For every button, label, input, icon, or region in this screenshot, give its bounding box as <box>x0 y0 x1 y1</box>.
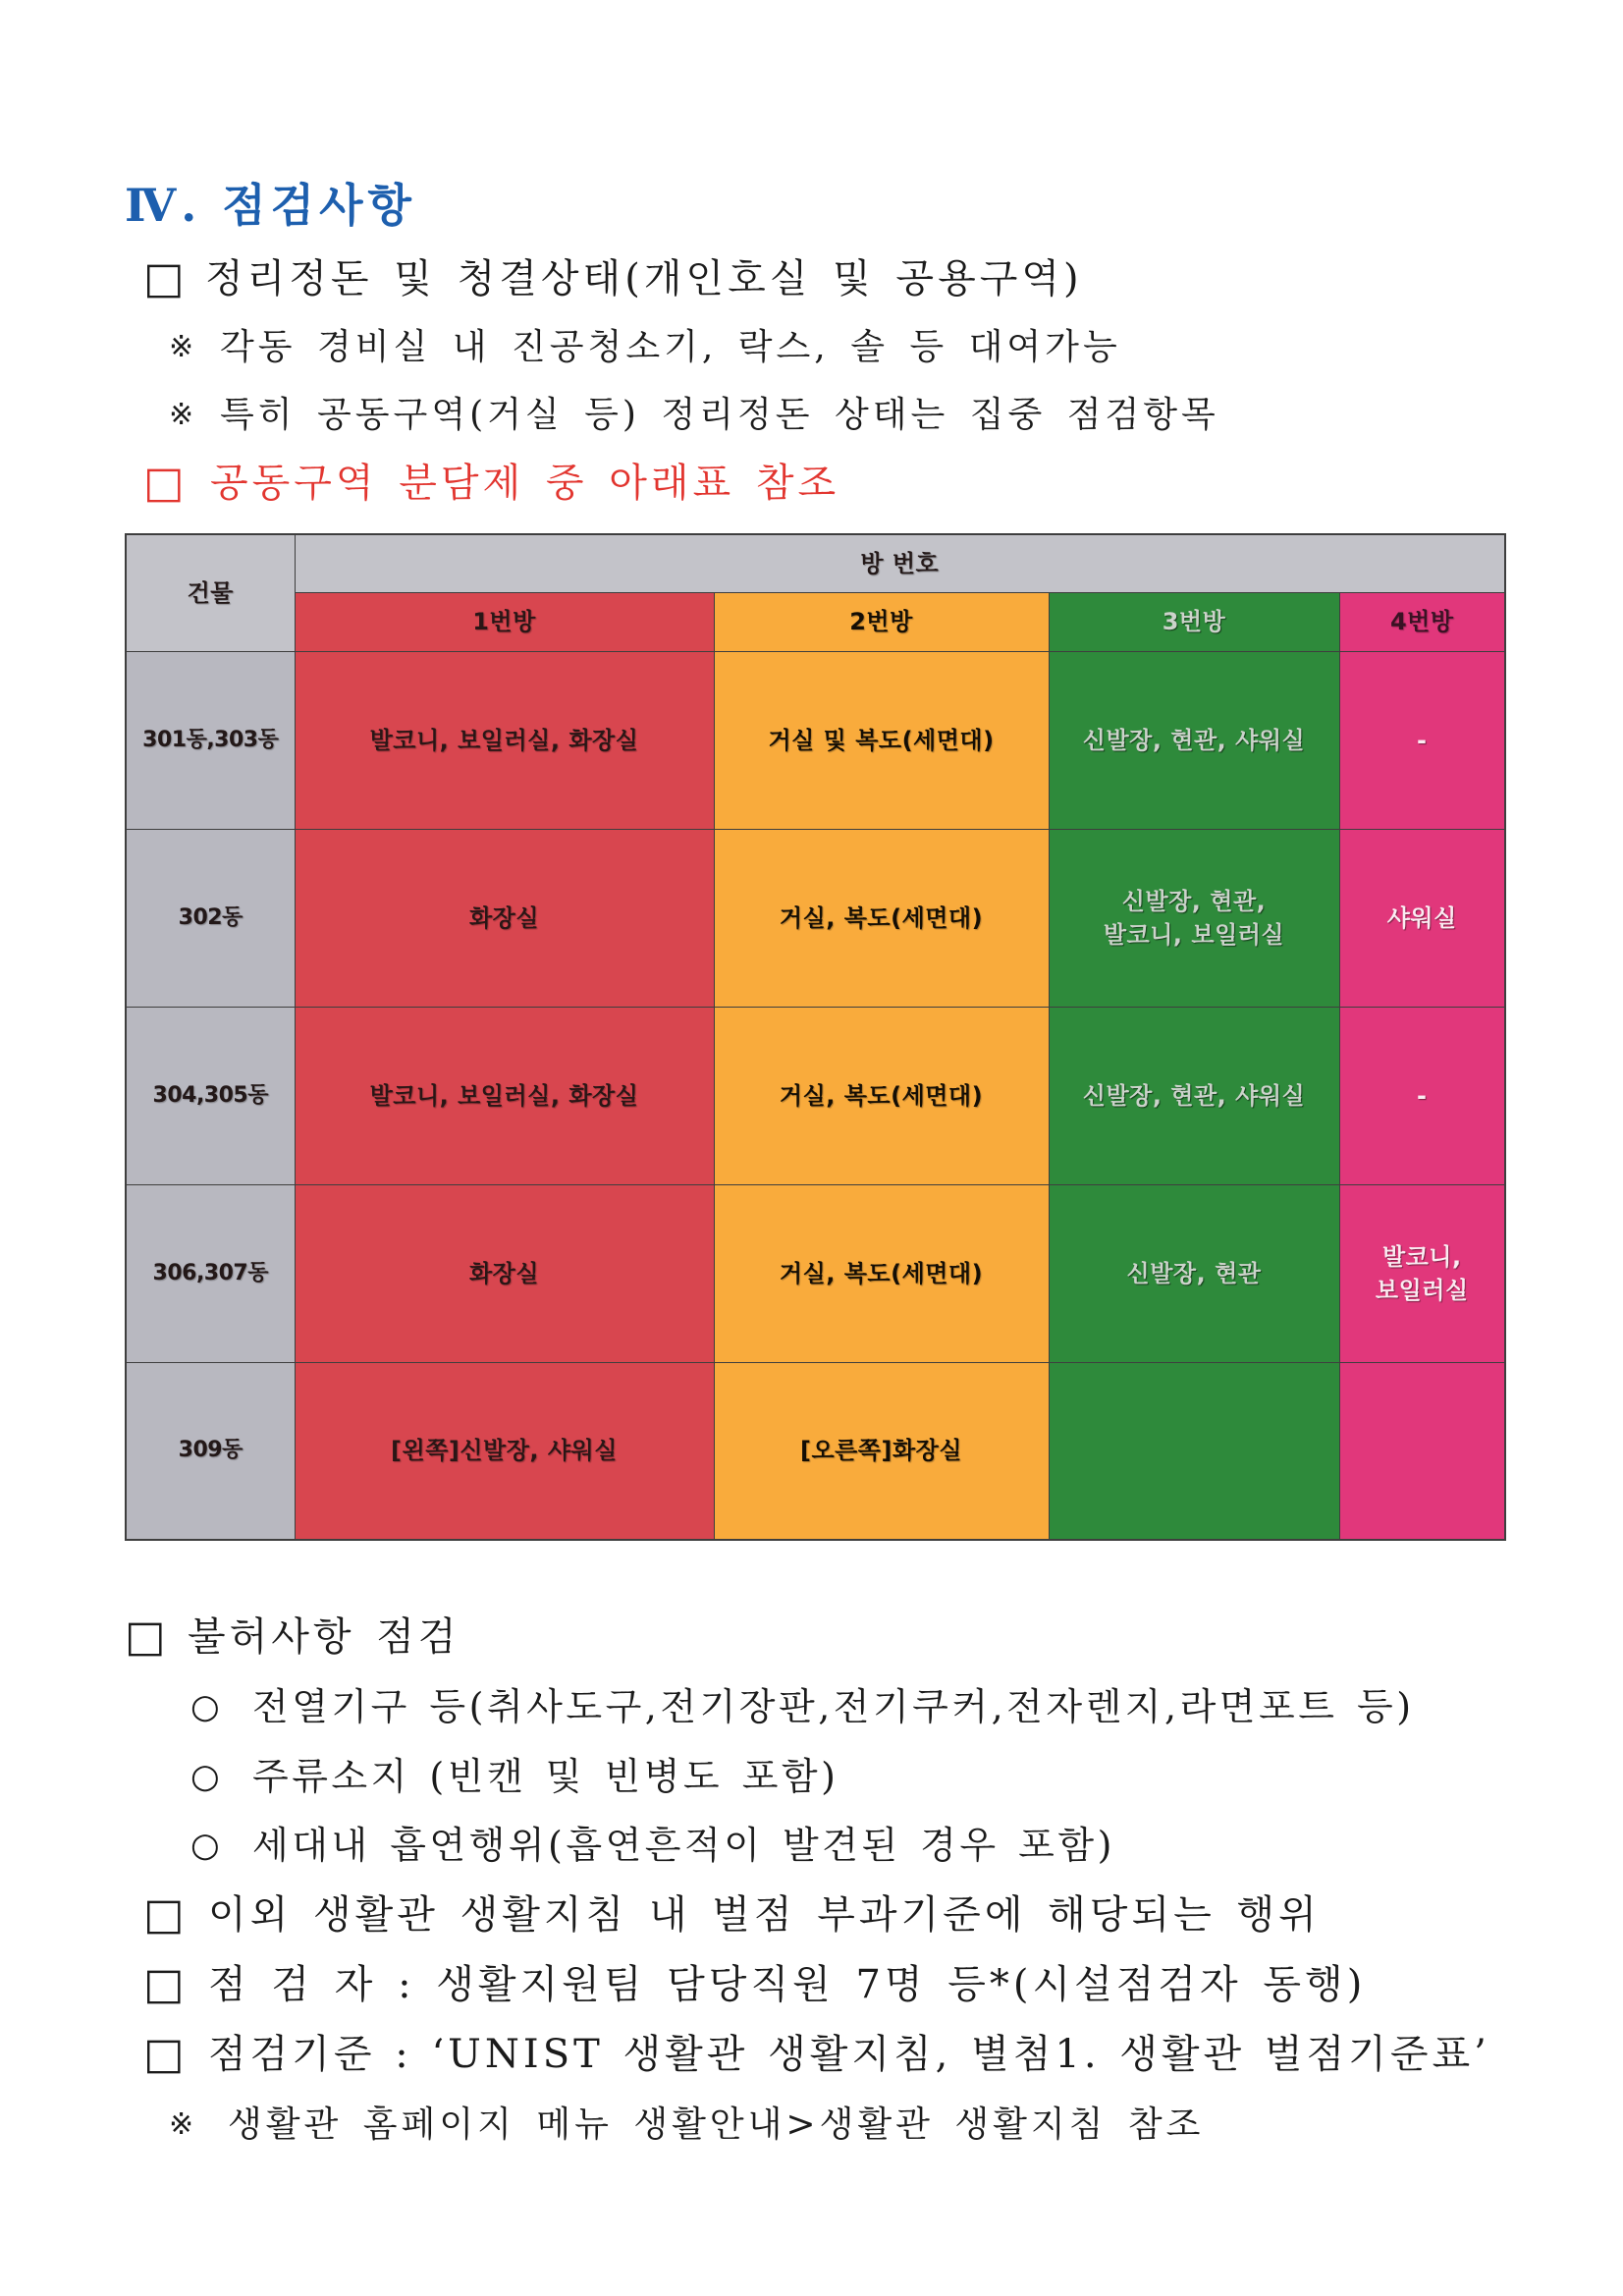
reference-mark-icon: ※ <box>169 2107 194 2142</box>
item-common-area-assignment-text: 공동구역 분담제 중 아래표 참조 <box>210 461 840 506</box>
header-room-number: 방 번호 <box>295 534 1505 592</box>
table-row <box>126 1184 1505 1362</box>
row-5-building: 309동 <box>126 1362 295 1540</box>
checklist-item-cleanliness-text: 정리정돈 및 청결상태(개인호실 및 공용구역) <box>205 256 1083 301</box>
item-prohibited-check <box>125 1610 460 1665</box>
checkbox-bullet-icon: □ <box>143 1889 185 1940</box>
row-1-building: 301동,303동 <box>126 651 295 829</box>
row-3-room-3: 신발장, 현관, 샤워실 <box>1049 1007 1339 1184</box>
row-4-room-2: 거실, 복도(세면대) <box>714 1184 1049 1362</box>
row-4-building: 306,307동 <box>126 1184 295 1362</box>
prohibited-smoking-text: 세대내 흡연행위(흡연흔적이 발견된 경우 포함) <box>252 1824 1115 1867</box>
header-room-3: 3번방 <box>1049 592 1339 651</box>
prohibited-heating-appliances-text: 전열기구 등(취사도구,전기장판,전기쿠커,전자렌지,라면포트 등) <box>252 1685 1415 1728</box>
checkbox-bullet-icon: □ <box>143 2029 185 2079</box>
reference-mark-icon: ※ <box>169 330 194 364</box>
checkbox-bullet-icon: □ <box>143 1959 185 2009</box>
prohibited-alcohol-text: 주류소지 (빈캔 및 빈병도 포함) <box>252 1755 839 1798</box>
item-prohibited-check-text: 불허사항 점검 <box>188 1614 460 1660</box>
note-common-area-focus-text: 특히 공동구역(거실 등) 정리정돈 상태는 집중 점검항목 <box>220 395 1219 435</box>
table-subheader-row <box>126 592 1505 651</box>
table-row <box>126 1362 1505 1540</box>
reference-mark-icon: ※ <box>169 398 194 432</box>
row-5-room-3 <box>1049 1362 1339 1540</box>
section-title: Ⅳ. 점검사항 <box>125 179 416 232</box>
item-inspectors-text: 점 검 자 : 생활지원팀 담당직원 7명 등*(시설점검자 동행) <box>208 1962 1367 2007</box>
row-5-room-4 <box>1339 1362 1505 1540</box>
row-4-room-3: 신발장, 현관 <box>1049 1184 1339 1362</box>
row-4-room-1: 화장실 <box>295 1184 714 1362</box>
table-row <box>126 651 1505 829</box>
row-2-room-2: 거실, 복도(세면대) <box>714 829 1049 1007</box>
row-3-building: 304,305동 <box>126 1007 295 1184</box>
checklist-item-cleanliness <box>143 251 1083 306</box>
checkbox-bullet-icon: □ <box>125 1612 166 1662</box>
row-5-room-1: [왼쪽]신발장, 샤워실 <box>295 1362 714 1540</box>
header-room-1: 1번방 <box>295 592 714 651</box>
row-3-room-4: - <box>1339 1007 1505 1184</box>
header-room-2: 2번방 <box>714 592 1049 651</box>
note-guideline-reference <box>169 2098 1204 2153</box>
row-1-room-2: 거실 및 복도(세면대) <box>714 651 1049 829</box>
row-1-room-1: 발코니, 보일러실, 화장실 <box>295 651 714 829</box>
item-inspection-criteria-text: 점검기준 : ‘UNIST 생활관 생활지침, 별첨1. 생활관 벌점기준표’ <box>208 2032 1490 2077</box>
row-4-room-4: 발코니, 보일러실 <box>1339 1184 1505 1362</box>
item-inspection-criteria <box>143 2027 1490 2082</box>
prohibited-alcohol <box>190 1749 839 1804</box>
checkbox-bullet-icon: □ <box>143 253 185 303</box>
row-1-room-3: 신발장, 현관, 샤워실 <box>1049 651 1339 829</box>
circle-bullet-icon: ○ <box>190 1757 220 1796</box>
item-common-area-assignment <box>143 456 839 511</box>
circle-bullet-icon: ○ <box>190 1687 220 1726</box>
row-1-room-4: - <box>1339 651 1505 829</box>
note-cleaning-tools <box>169 320 1121 375</box>
row-3-room-1: 발코니, 보일러실, 화장실 <box>295 1007 714 1184</box>
checkbox-bullet-icon: □ <box>143 458 185 508</box>
note-cleaning-tools-text: 각동 경비실 내 진공청소기, 락스, 솔 등 대여가능 <box>220 327 1121 367</box>
item-other-penalty-acts <box>143 1887 1321 1942</box>
prohibited-smoking <box>190 1818 1115 1873</box>
row-2-room-4: 샤워실 <box>1339 829 1505 1007</box>
header-building: 건물 <box>126 534 295 651</box>
row-2-room-1: 화장실 <box>295 829 714 1007</box>
item-inspectors <box>143 1957 1366 2012</box>
row-2-room-3: 신발장, 현관, 발코니, 보일러실 <box>1049 829 1339 1007</box>
note-common-area-focus <box>169 388 1219 443</box>
row-2-building: 302동 <box>126 829 295 1007</box>
table-row <box>126 1007 1505 1184</box>
item-other-penalty-acts-text: 이외 생활관 생활지침 내 벌점 부과기준에 해당되는 행위 <box>208 1892 1321 1938</box>
table-row <box>126 829 1505 1007</box>
prohibited-heating-appliances <box>190 1679 1415 1734</box>
header-room-4: 4번방 <box>1339 592 1505 651</box>
row-5-room-2: [오른쪽]화장실 <box>714 1362 1049 1540</box>
circle-bullet-icon: ○ <box>190 1826 220 1865</box>
room-assignment-table <box>125 533 1506 1541</box>
row-3-room-2: 거실, 복도(세면대) <box>714 1007 1049 1184</box>
note-guideline-reference-text: 생활관 홈페이지 메뉴 생활안내>생활관 생활지침 참조 <box>228 2105 1205 2145</box>
table-header-row <box>126 534 1505 592</box>
